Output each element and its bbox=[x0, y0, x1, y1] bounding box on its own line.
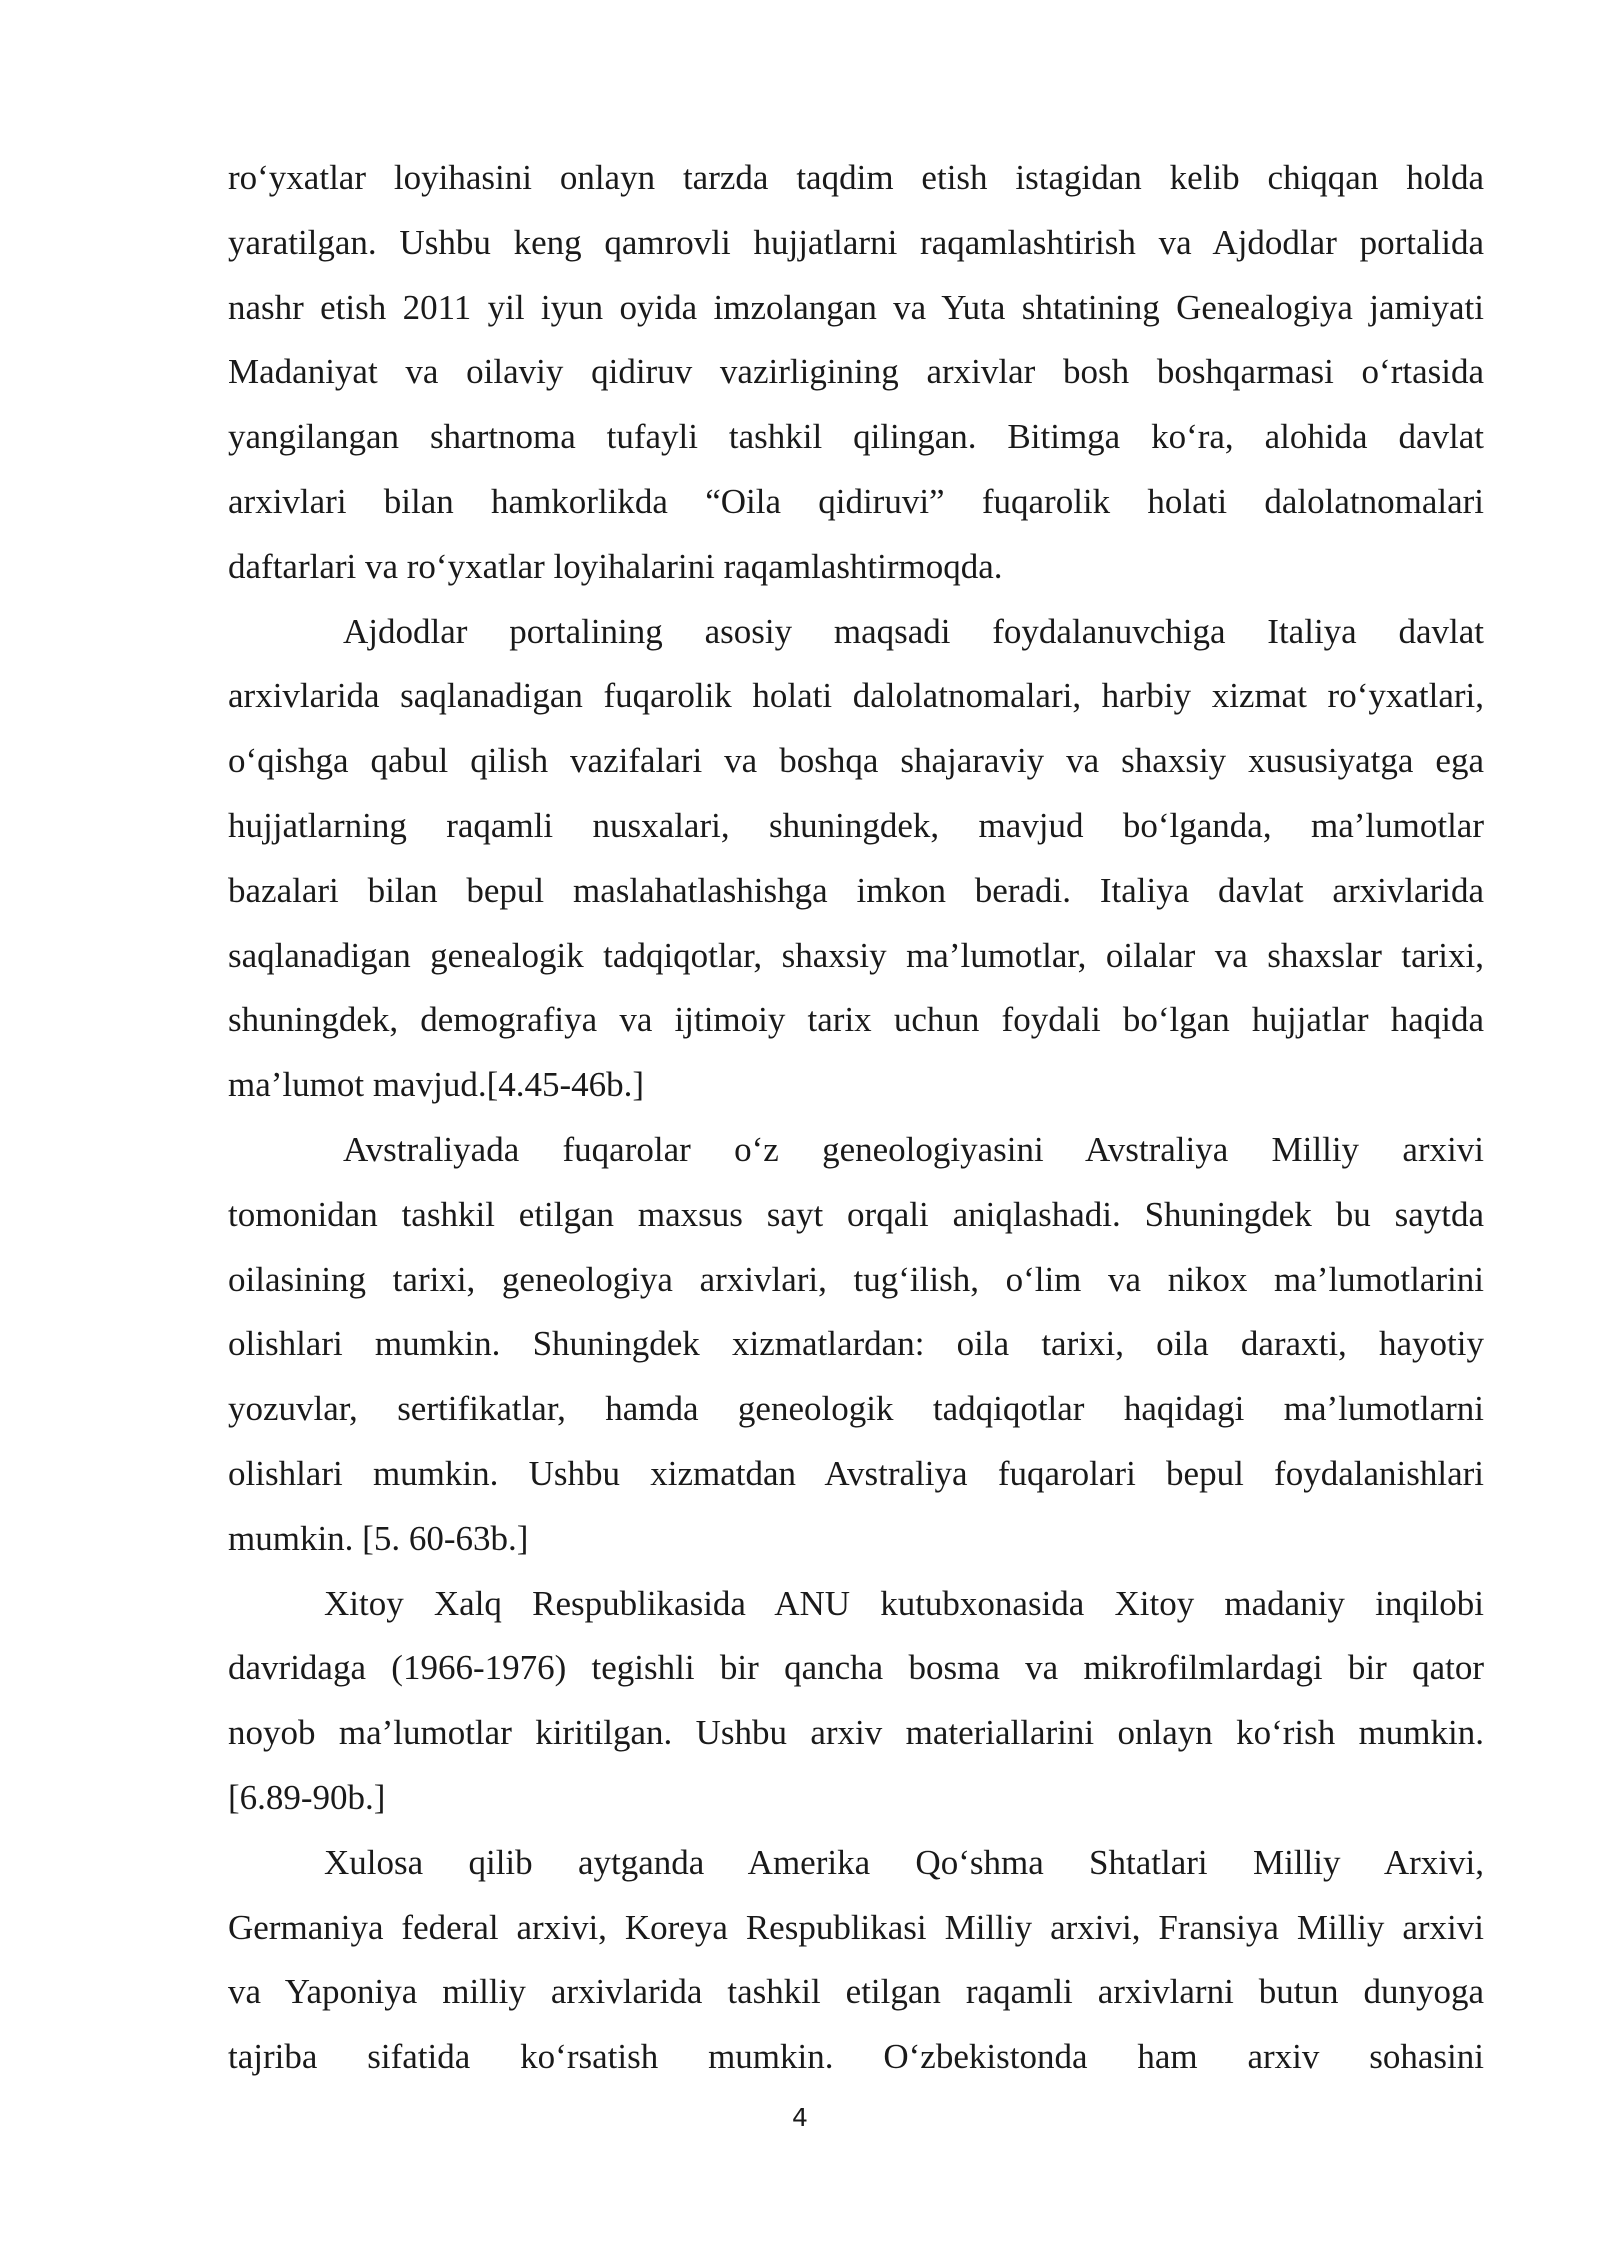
text-line: mumkin. [5. 60-63b.] bbox=[228, 1518, 529, 1558]
text-line: daftarlari va ro‘yxatlar loyihalarini raqamlashtirmoqda. bbox=[228, 546, 1003, 586]
text-line: shuningdek, demografiya va ijtimoiy tarix uchun foydali bo‘lgan hujjatlar haqida bbox=[228, 1000, 1484, 1040]
text-line: va Yaponiya milliy arxivlarida tashkil etilgan raqamli arxivlarni butun dunyoga bbox=[228, 1972, 1484, 2012]
text-line: olishlari mumkin. Ushbu xizmatdan Avstraliya fuqarolari bepul foydalanishlari bbox=[228, 1453, 1484, 1493]
text-line: Xitoy Xalq Respublikasida ANU kutubxonasida Xitoy madaniy inqilobi bbox=[324, 1583, 1484, 1623]
text-line: yangilangan shartnoma tufayli tashkil qilingan. Bitimga ko‘ra, alohida davlat bbox=[228, 417, 1484, 457]
text-line: ro‘yxatlar loyihasini onlayn tarzda taqdim etish istagidan kelib chiqqan holda bbox=[228, 158, 1484, 197]
text-line: Ajdodlar portalining asosiy maqsadi foydalanuvchiga Italiya davlat bbox=[343, 611, 1484, 651]
text-line: yozuvlar, sertifikatlar, hamda geneologik tadqiqotlar haqidagi ma’lumotlarni bbox=[228, 1389, 1484, 1429]
body-text bbox=[228, 146, 1484, 2090]
text-line: oilasining tarixi, geneologiya arxivlari, tug‘ilish, o‘lim va nikox ma’lumotlarini bbox=[228, 1259, 1484, 1299]
text-line: [6.89-90b.] bbox=[228, 1777, 386, 1817]
text-line: saqlanadigan genealogik tadqiqotlar, shaxsiy ma’lumotlar, oilalar va shaxslar tarixi, bbox=[228, 935, 1484, 975]
text-line: arxivlari bilan hamkorlikda “Oila qidiruvi” fuqarolik holati dalolatnomalari bbox=[228, 481, 1484, 521]
text-line: Madaniyat va oilaviy qidiruv vazirligining arxivlar bosh boshqarmasi o‘rtasida bbox=[228, 352, 1484, 392]
text-line: tomonidan tashkil etilgan maxsus sayt orqali aniqlashadi. Shuningdek bu saytda bbox=[228, 1194, 1484, 1234]
text-line: hujjatlarning raqamli nusxalari, shuningdek, mavjud bo‘lganda, ma’lumotlar bbox=[228, 805, 1484, 845]
text-line: Germaniya federal arxivi, Koreya Respublikasi Milliy arxivi, Fransiya Milliy arxivi bbox=[228, 1907, 1484, 1947]
text-line: arxivlarida saqlanadigan fuqarolik holati dalolatnomalari, harbiy xizmat ro‘yxatlari, bbox=[228, 676, 1484, 716]
text-line: yaratilgan. Ushbu keng qamrovli hujjatlarni raqamlashtirish va Ajdodlar portalida bbox=[228, 222, 1484, 262]
text-line: ma’lumot mavjud.[4.45-46b.] bbox=[228, 1065, 645, 1105]
text-line: noyob ma’lumotlar kiritilgan. Ushbu arxiv materiallarini onlayn ko‘rish mumkin. bbox=[228, 1713, 1484, 1753]
text-line: bazalari bilan bepul maslahatlashishga imkon beradi. Italiya davlat arxivlarida bbox=[228, 870, 1484, 910]
text-line: Xulosa qilib aytganda Amerika Qo‘shma Shtatlari Milliy Arxivi, bbox=[324, 1842, 1484, 1882]
text-line: tajriba sifatida ko‘rsatish mumkin. O‘zbekistonda ham arxiv sohasini bbox=[228, 2037, 1484, 2077]
text-line: olishlari mumkin. Shuningdek xizmatlardan: oila tarixi, oila daraxti, hayotiy bbox=[228, 1324, 1484, 1364]
text-line: nashr etish 2011 yil iyun oyida imzolangan va Yuta shtatining Genealogiya jamiyati bbox=[228, 287, 1484, 327]
text-line: o‘qishga qabul qilish vazifalari va boshqa shajaraviy va shaxsiy xususiyatga ega bbox=[228, 741, 1484, 781]
text-line: davridaga (1966-1976) tegishli bir qancha bosma va mikrofilmlardagi bir qator bbox=[228, 1648, 1484, 1688]
page-number: 4 bbox=[792, 2103, 808, 2132]
text-line: Avstraliyada fuqarolar o‘z geneologiyasini Avstraliya Milliy arxivi bbox=[343, 1129, 1484, 1169]
